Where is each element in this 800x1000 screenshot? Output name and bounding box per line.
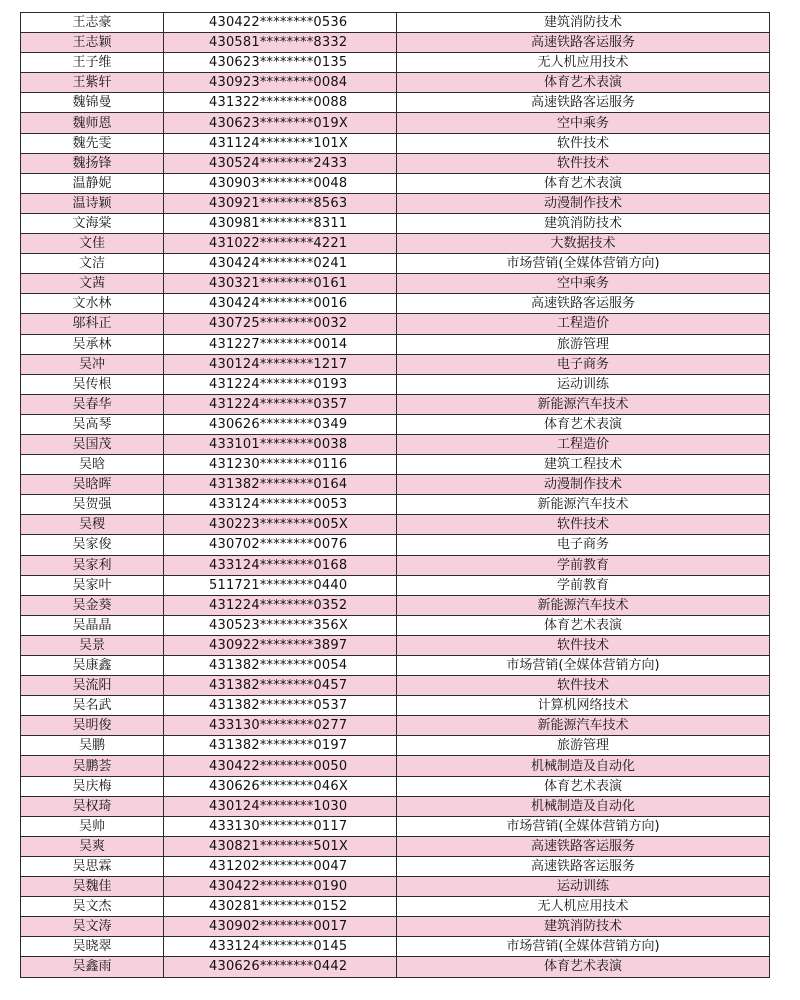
id-number-cell: 433124********0168 [164,555,397,575]
id-number-cell: 430523********356X [164,615,397,635]
table-row [21,234,770,254]
name-cell: 魏师恩 [21,113,164,133]
table-row [21,414,770,434]
name-cell: 吴贺强 [21,495,164,515]
name-cell: 吴鹏 [21,736,164,756]
table-row [21,736,770,756]
id-number-cell: 430626********0442 [164,957,397,977]
table-row [21,756,770,776]
major-cell: 旅游管理 [397,334,770,354]
table-row [21,133,770,153]
table-row [21,254,770,274]
id-number-cell: 433130********0277 [164,716,397,736]
id-number-cell: 431227********0014 [164,334,397,354]
major-cell: 软件技术 [397,635,770,655]
table-row [21,475,770,495]
id-number-cell: 430981********8311 [164,213,397,233]
table-row [21,434,770,454]
name-cell: 王子维 [21,53,164,73]
name-cell: 吴传根 [21,374,164,394]
major-cell: 市场营销(全媒体营销方向) [397,656,770,676]
name-cell: 吴权琦 [21,796,164,816]
id-number-cell: 430281********0152 [164,897,397,917]
major-cell: 体育艺术表演 [397,615,770,635]
name-cell: 王志豪 [21,13,164,33]
id-number-cell: 430626********046X [164,776,397,796]
name-cell: 文海棠 [21,213,164,233]
name-cell: 吴晗晖 [21,475,164,495]
table-row [21,897,770,917]
name-cell: 魏扬锋 [21,153,164,173]
name-cell: 吴金葵 [21,595,164,615]
name-cell: 吴晗 [21,455,164,475]
major-cell: 运动训练 [397,877,770,897]
name-cell: 王志颖 [21,33,164,53]
id-number-cell: 430422********0536 [164,13,397,33]
id-number-cell: 430923********0084 [164,73,397,93]
major-cell: 空中乘务 [397,113,770,133]
id-number-cell: 431224********0352 [164,595,397,615]
table-row [21,73,770,93]
name-cell: 吴思霖 [21,856,164,876]
id-number-cell: 511721********0440 [164,575,397,595]
name-cell: 邬科正 [21,314,164,334]
table-row [21,716,770,736]
table-row [21,394,770,414]
major-cell: 高速铁路客运服务 [397,93,770,113]
id-number-cell: 430921********8563 [164,193,397,213]
major-cell: 旅游管理 [397,736,770,756]
id-number-cell: 431230********0116 [164,455,397,475]
major-cell: 体育艺术表演 [397,173,770,193]
table-row [21,33,770,53]
major-cell: 无人机应用技术 [397,53,770,73]
table-row [21,957,770,977]
table-row [21,575,770,595]
major-cell: 无人机应用技术 [397,897,770,917]
major-cell: 建筑消防技术 [397,213,770,233]
major-cell: 高速铁路客运服务 [397,33,770,53]
major-cell: 软件技术 [397,133,770,153]
name-cell: 吴鹏荟 [21,756,164,776]
major-cell: 新能源汽车技术 [397,394,770,414]
name-cell: 吴稷 [21,515,164,535]
name-cell: 吴鑫雨 [21,957,164,977]
id-number-cell: 430725********0032 [164,314,397,334]
table-row [21,877,770,897]
id-number-cell: 430524********2433 [164,153,397,173]
name-cell: 吴帅 [21,816,164,836]
major-cell: 大数据技术 [397,234,770,254]
name-cell: 文茜 [21,274,164,294]
table-row [21,856,770,876]
table-row [21,696,770,716]
major-cell: 软件技术 [397,153,770,173]
name-cell: 文水林 [21,294,164,314]
id-number-cell: 430422********0190 [164,877,397,897]
table-row [21,816,770,836]
table-row [21,213,770,233]
id-number-cell: 431124********101X [164,133,397,153]
name-cell: 文佳 [21,234,164,254]
name-cell: 魏先雯 [21,133,164,153]
name-cell: 吴家利 [21,555,164,575]
major-cell: 体育艺术表演 [397,414,770,434]
major-cell: 市场营销(全媒体营销方向) [397,816,770,836]
major-cell: 软件技术 [397,676,770,696]
id-number-cell: 430223********005X [164,515,397,535]
name-cell: 吴康鑫 [21,656,164,676]
name-cell: 温静妮 [21,173,164,193]
major-cell: 建筑消防技术 [397,917,770,937]
major-cell: 动漫制作技术 [397,193,770,213]
table-row [21,917,770,937]
id-number-cell: 431224********0193 [164,374,397,394]
table-row [21,374,770,394]
id-number-cell: 431322********0088 [164,93,397,113]
id-number-cell: 431382********0537 [164,696,397,716]
major-cell: 计算机网络技术 [397,696,770,716]
id-number-cell: 430903********0048 [164,173,397,193]
id-number-cell: 430626********0349 [164,414,397,434]
id-number-cell: 431224********0357 [164,394,397,414]
major-cell: 新能源汽车技术 [397,595,770,615]
table-row [21,635,770,655]
table-row [21,113,770,133]
name-cell: 吴名武 [21,696,164,716]
name-cell: 吴冲 [21,354,164,374]
major-cell: 新能源汽车技术 [397,495,770,515]
major-cell: 机械制造及自动化 [397,756,770,776]
table-row [21,515,770,535]
id-number-cell: 433124********0145 [164,937,397,957]
table-row [21,53,770,73]
name-cell: 王紫轩 [21,73,164,93]
major-cell: 建筑工程技术 [397,455,770,475]
id-number-cell: 430124********1030 [164,796,397,816]
id-number-cell: 433124********0053 [164,495,397,515]
id-number-cell: 430124********1217 [164,354,397,374]
id-number-cell: 431382********0197 [164,736,397,756]
major-cell: 电子商务 [397,354,770,374]
major-cell: 机械制造及自动化 [397,796,770,816]
name-cell: 吴爽 [21,836,164,856]
major-cell: 高速铁路客运服务 [397,836,770,856]
major-cell: 体育艺术表演 [397,73,770,93]
name-cell: 吴明俊 [21,716,164,736]
major-cell: 学前教育 [397,555,770,575]
table-row [21,455,770,475]
table-row [21,495,770,515]
name-cell: 吴承林 [21,334,164,354]
major-cell: 空中乘务 [397,274,770,294]
name-cell: 吴国茂 [21,434,164,454]
major-cell: 建筑消防技术 [397,13,770,33]
table-row [21,937,770,957]
id-number-cell: 430623********019X [164,113,397,133]
id-number-cell: 430581********8332 [164,33,397,53]
id-number-cell: 431022********4221 [164,234,397,254]
major-cell: 体育艺术表演 [397,776,770,796]
name-cell: 吴文杰 [21,897,164,917]
table-row [21,796,770,816]
roster-table-container [20,12,770,978]
id-number-cell: 430821********501X [164,836,397,856]
table-row [21,314,770,334]
id-number-cell: 430702********0076 [164,535,397,555]
table-row [21,13,770,33]
table-row [21,93,770,113]
id-number-cell: 431202********0047 [164,856,397,876]
name-cell: 温诗颖 [21,193,164,213]
major-cell: 体育艺术表演 [397,957,770,977]
major-cell: 工程造价 [397,434,770,454]
table-row [21,173,770,193]
name-cell: 吴家叶 [21,575,164,595]
major-cell: 市场营销(全媒体营销方向) [397,254,770,274]
major-cell: 运动训练 [397,374,770,394]
id-number-cell: 430623********0135 [164,53,397,73]
name-cell: 吴家俊 [21,535,164,555]
table-row [21,555,770,575]
student-roster-table [20,12,770,978]
table-row [21,334,770,354]
table-row [21,274,770,294]
id-number-cell: 433130********0117 [164,816,397,836]
name-cell: 吴文涛 [21,917,164,937]
id-number-cell: 431382********0054 [164,656,397,676]
major-cell: 学前教育 [397,575,770,595]
name-cell: 吴晶晶 [21,615,164,635]
id-number-cell: 430422********0050 [164,756,397,776]
table-row [21,776,770,796]
id-number-cell: 431382********0164 [164,475,397,495]
major-cell: 新能源汽车技术 [397,716,770,736]
id-number-cell: 430424********0241 [164,254,397,274]
major-cell: 动漫制作技术 [397,475,770,495]
name-cell: 文洁 [21,254,164,274]
name-cell: 魏锦曼 [21,93,164,113]
name-cell: 吴魏佳 [21,877,164,897]
name-cell: 吴高琴 [21,414,164,434]
name-cell: 吴庆梅 [21,776,164,796]
major-cell: 高速铁路客运服务 [397,856,770,876]
major-cell: 市场营销(全媒体营销方向) [397,937,770,957]
table-row [21,676,770,696]
id-number-cell: 430902********0017 [164,917,397,937]
name-cell: 吴晓翠 [21,937,164,957]
roster-table-body [21,13,770,978]
table-row [21,535,770,555]
id-number-cell: 433101********0038 [164,434,397,454]
id-number-cell: 431382********0457 [164,676,397,696]
name-cell: 吴春华 [21,394,164,414]
table-row [21,153,770,173]
id-number-cell: 430424********0016 [164,294,397,314]
id-number-cell: 430321********0161 [164,274,397,294]
table-row [21,354,770,374]
major-cell: 电子商务 [397,535,770,555]
major-cell: 工程造价 [397,314,770,334]
id-number-cell: 430922********3897 [164,635,397,655]
table-row [21,656,770,676]
table-row [21,615,770,635]
name-cell: 吴流阳 [21,676,164,696]
table-row [21,836,770,856]
table-row [21,193,770,213]
name-cell: 吴景 [21,635,164,655]
major-cell: 软件技术 [397,515,770,535]
major-cell: 高速铁路客运服务 [397,294,770,314]
table-row [21,595,770,615]
table-row [21,294,770,314]
